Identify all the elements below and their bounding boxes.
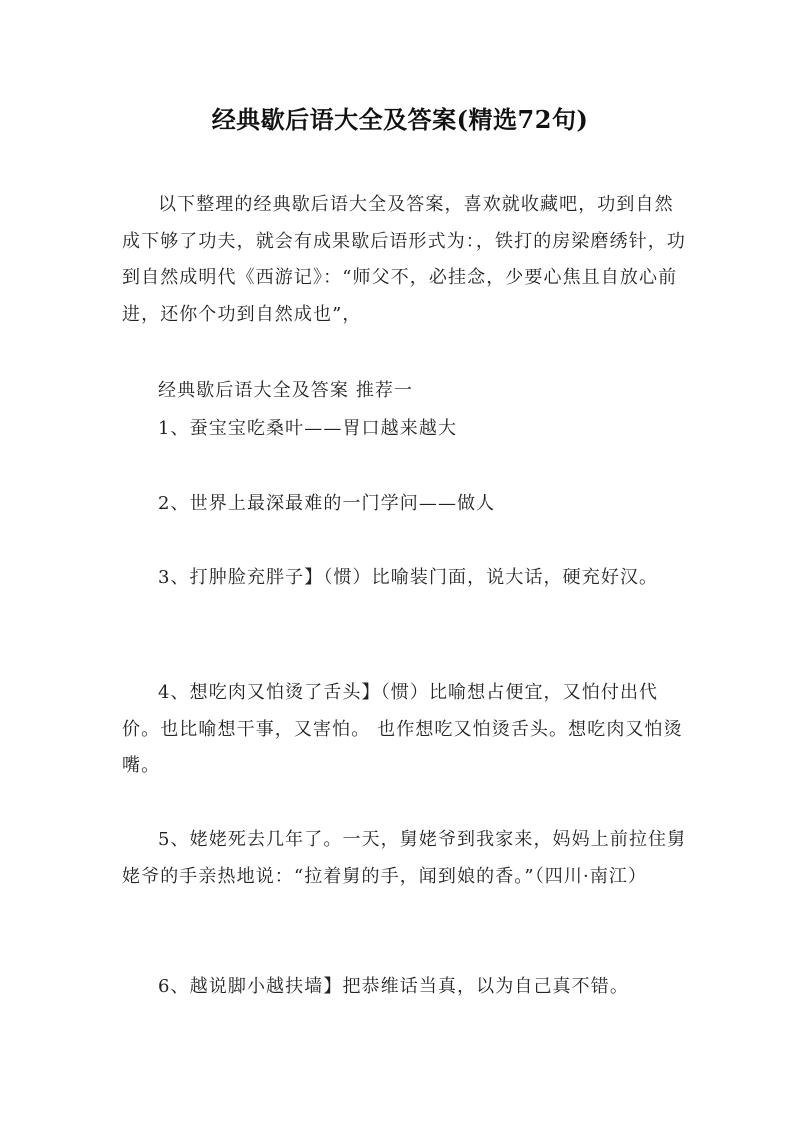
list-item: 3、打肿脸充胖子】（惯）比喻装门面，说大话，硬充好汉。 — [158, 567, 659, 588]
list-item: 4、想吃肉又怕烫了舌头】（惯）比喻想占便宜，又怕付出代价。也比喻想干事，又害怕。 也作想吃又怕烫舌头。想吃肉又怕烫嘴。 — [122, 682, 683, 776]
intro-paragraph: 以下整理的经典歇后语大全及答案，喜欢就收藏吧，功到自然成下够了功夫，就会有成果歇后语形式为：，铁打的房梁磨绣针，功到自然成明代《西游记》：“师父不，必挂念，少要心焦且自放心前进，还你个功到自然成也”， — [122, 194, 686, 325]
list-item: 6、越说脚小越扶墙】把恭维话当真，以为自己真不错。 — [158, 976, 629, 997]
list-item: 1、蚕宝宝吃桑叶——胃口越来越大 — [158, 418, 458, 439]
list-item: 2、世界上最深最难的一门学问——做人 — [158, 493, 496, 514]
section-heading: 经典歇后语大全及答案 推荐一 — [158, 380, 414, 401]
list-item: 5、姥姥死去几年了。一天，舅姥爷到我家来，妈妈上前拉住舅姥爷的手亲热地说：“拉着舅的手，闻到娘的香。”（四川·南江） — [122, 829, 687, 887]
page-title: 经典歇后语大全及答案(精选72句) — [211, 105, 589, 134]
